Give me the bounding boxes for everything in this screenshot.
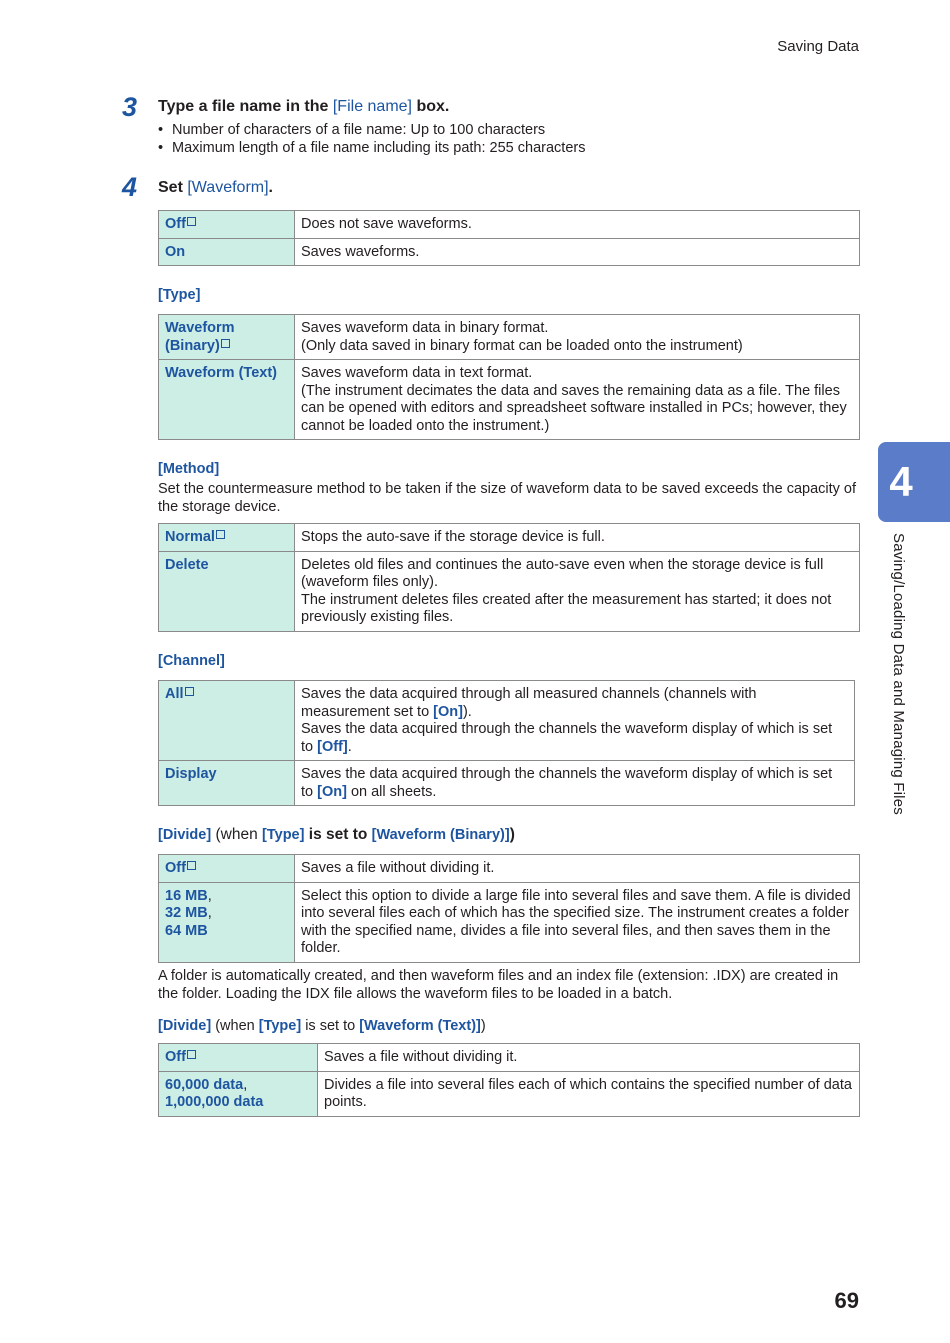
table-row — [159, 681, 855, 761]
list-item: • Maximum length of a file name including its path: 255 characters — [158, 140, 585, 158]
type-options-table — [158, 314, 860, 440]
table-row — [159, 1044, 860, 1072]
option-desc: Saves waveform data in text format. (The instrument decimates the data and saves the remaining data as a file. The files can be opened with editors and spreadsheet software installed in PCs; however, they cannot be loaded onto the instrument.) — [295, 360, 860, 440]
default-mark-icon — [187, 1050, 196, 1059]
table-row — [159, 315, 860, 360]
chapter-number: 4 — [889, 458, 913, 505]
table-row — [159, 882, 860, 962]
option-key: Delete — [159, 551, 295, 631]
chapter-tab — [878, 442, 950, 522]
page-number: 69 — [834, 1288, 859, 1313]
default-mark-icon — [185, 687, 194, 696]
default-mark-icon — [187, 217, 196, 226]
bullet-list — [158, 122, 585, 157]
option-key: 16 MB, 32 MB, 64 MB — [159, 882, 295, 962]
table-row — [159, 1071, 860, 1116]
default-mark-icon — [187, 861, 196, 870]
option-key: On — [159, 238, 295, 266]
option-desc: Saves waveform data in binary format. (Only data saved in binary format can be loaded onto the instrument) — [295, 315, 860, 360]
method-heading: [Method] — [158, 461, 220, 477]
option-desc: Stops the auto-save if the storage device is full. — [295, 524, 860, 552]
waveform-options-table — [158, 210, 860, 266]
option-key: Display — [159, 761, 295, 806]
divide-note: A folder is automatically created, and then waveform files and an index file (extension: .IDX) are created in the folder. Loading the IDX file allows the waveform files to be loaded in a batch. — [158, 968, 839, 1002]
option-desc: Saves a file without dividing it. — [318, 1044, 860, 1072]
option-key: Off — [159, 855, 295, 883]
divide-binary-heading: [Divide] (when [Type] is set to [Waveform (Binary)]) — [158, 826, 515, 843]
option-key: 60,000 data, 1,000,000 data — [159, 1071, 318, 1116]
running-header: Saving Data — [777, 38, 859, 55]
option-key: All — [159, 681, 295, 761]
option-key: Off — [159, 1044, 318, 1072]
option-desc: Saves a file without dividing it. — [295, 855, 860, 883]
option-key: Waveform (Binary) — [159, 315, 295, 360]
step-title-text: Type a file name in the — [158, 98, 333, 115]
step-title — [158, 98, 449, 116]
step-title — [158, 179, 273, 197]
type-heading: [Type] — [158, 287, 201, 303]
channel-heading: [Channel] — [158, 653, 225, 669]
option-desc: Saves the data acquired through all measured channels (channels with measurement set to [On]). Saves the data acquired through the channels the waveform display of which is set to [Off]. — [295, 681, 855, 761]
file-name-setting: [File name] — [332, 98, 412, 115]
step-title-text: box. — [412, 98, 450, 115]
option-key: Waveform (Text) — [159, 360, 295, 440]
option-desc: Saves the data acquired through the channels the waveform display of which is set to [On] on all sheets. — [295, 761, 855, 806]
list-item: • Number of characters of a file name: Up to 100 characters — [158, 122, 585, 140]
table-row — [159, 551, 860, 631]
step-title-text: . — [268, 179, 273, 196]
table-row — [159, 211, 860, 239]
table-row — [159, 238, 860, 266]
option-desc: Divides a file into several files each of which contains the specified number of data points. — [318, 1071, 860, 1116]
default-mark-icon — [221, 339, 230, 348]
divide-binary-options-table — [158, 854, 860, 963]
method-options-table — [158, 523, 860, 632]
channel-options-table — [158, 680, 855, 806]
step-number: 4 — [122, 172, 138, 202]
divide-text-heading: [Divide] (when [Type] is set to [Waveform (Text)]) — [158, 1018, 486, 1034]
step-number: 3 — [122, 92, 138, 122]
option-key: Normal — [159, 524, 295, 552]
option-key: Off — [159, 211, 295, 239]
table-row — [159, 360, 860, 440]
option-desc: Saves waveforms. — [295, 238, 860, 266]
option-desc: Does not save waveforms. — [295, 211, 860, 239]
step-title-text: Set — [158, 179, 188, 196]
table-row — [159, 855, 860, 883]
method-description: Set the countermeasure method to be taken if the size of waveform data to be saved exceeds the capacity of the storage device. — [158, 481, 857, 515]
divide-text-options-table — [158, 1043, 860, 1117]
option-desc: Select this option to divide a large file into several files and save them. A file is divided into several files each of which has the specified size. The instrument creates a folder with the specified name, divides a file into several files, and then saves them in the folder. — [295, 882, 860, 962]
table-row — [159, 761, 855, 806]
waveform-setting: [Waveform] — [187, 179, 269, 196]
default-mark-icon — [216, 530, 225, 539]
table-row — [159, 524, 860, 552]
chapter-title: Saving/Loading Data and Managing Files — [890, 533, 907, 815]
option-desc: Deletes old files and continues the auto-save even when the storage device is full (waveform files only). The instrument deletes files created after the measurement has started; it does not previously existing files. — [295, 551, 860, 631]
